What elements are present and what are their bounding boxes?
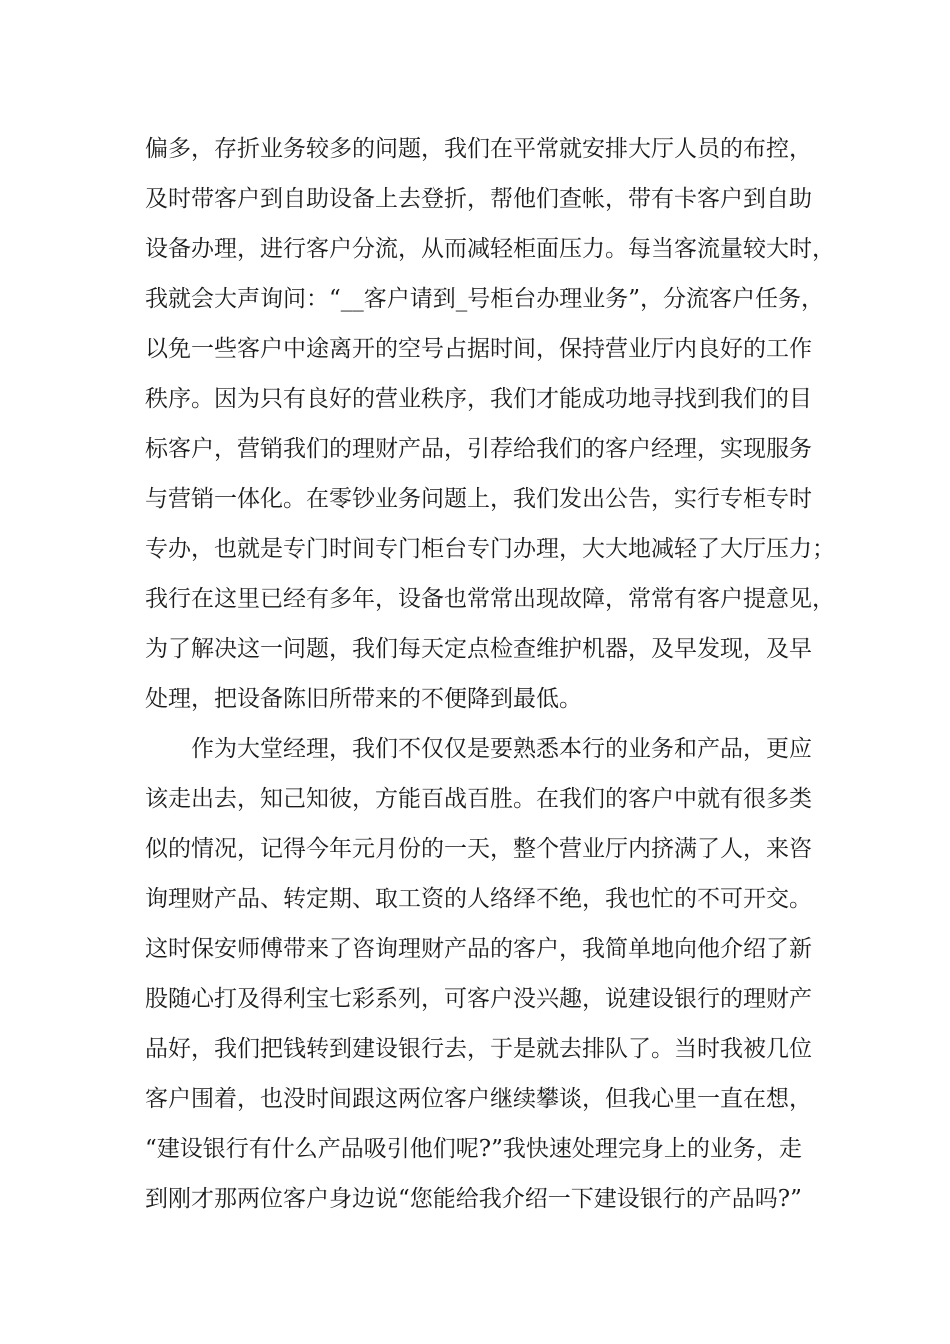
text-line: 及时带客户到自助设备上去登折，帮他们查帐，带有卡客户到自助 bbox=[145, 186, 812, 212]
text-line: 客户围着，也没时间跟这两位客户继续攀谈，但我心里一直在想， bbox=[145, 1086, 812, 1112]
text-line: 品好，我们把钱转到建设银行去，于是就去排队了。当时我被几位 bbox=[145, 1036, 812, 1062]
text-line: 询理财产品、转定期、取工资的人络绎不绝，我也忙的不可开交。 bbox=[145, 886, 812, 912]
text-line: 作为大堂经理，我们不仅仅是要熟悉本行的业务和产品，更应 bbox=[145, 736, 812, 762]
text-line: “建设银行有什么产品吸引他们呢?”我快速处理完身上的业务，走 bbox=[145, 1136, 802, 1162]
body-text bbox=[145, 124, 835, 1224]
text-line: 该走出去，知己知彼，方能百战百胜。在我们的客户中就有很多类 bbox=[145, 786, 812, 812]
text-line: 为了解决这一问题，我们每天定点检查维护机器，及早发现，及早 bbox=[145, 636, 812, 662]
text-line: 秩序。因为只有良好的营业秩序，我们才能成功地寻找到我们的目 bbox=[145, 386, 812, 412]
text-line: 专办，也就是专门时间专门柜台专门办理，大大地减轻了大厅压力； bbox=[145, 536, 835, 562]
text-line: 这时保安师傅带来了咨询理财产品的客户，我简单地向他介绍了新 bbox=[145, 936, 812, 962]
text-line: 股随心打及得利宝七彩系列，可客户没兴趣，说建设银行的理财产 bbox=[145, 986, 812, 1012]
text-line: 似的情况，记得今年元月份的一天，整个营业厅内挤满了人，来咨 bbox=[145, 836, 812, 862]
text-line: 我行在这里已经有多年，设备也常常出现故障，常常有客户提意见， bbox=[145, 586, 835, 612]
text-line: 到刚才那两位客户身边说“您能给我介绍一下建设银行的产品吗?” bbox=[145, 1186, 802, 1212]
text-line: 标客户，营销我们的理财产品，引荐给我们的客户经理，实现服务 bbox=[145, 436, 812, 462]
text-line: 偏多，存折业务较多的问题，我们在平常就安排大厅人员的布控， bbox=[145, 136, 812, 162]
text-line: 处理，把设备陈旧所带来的不便降到最低。 bbox=[145, 686, 582, 712]
text-line: 与营销一体化。在零钞业务问题上，我们发出公告，实行专柜专时 bbox=[145, 486, 812, 512]
text-line: 我就会大声询问：“__客户请到_号柜台办理业务”，分流客户任务， bbox=[145, 286, 825, 312]
text-line: 以免一些客户中途离开的空号占据时间，保持营业厅内良好的工作 bbox=[145, 336, 812, 362]
text-line: 设备办理，进行客户分流，从而减轻柜面压力。每当客流量较大时， bbox=[145, 236, 835, 262]
